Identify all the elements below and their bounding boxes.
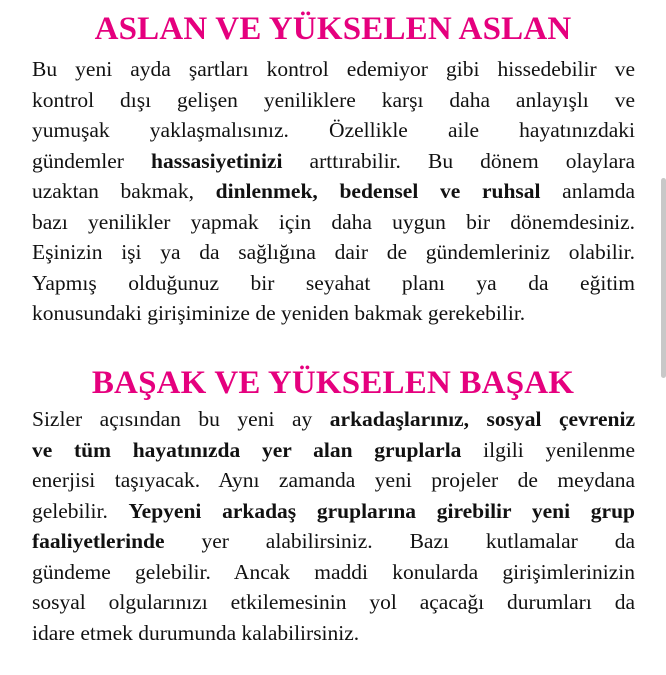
text-segment: anlamda (540, 179, 635, 203)
section-body-aslan (32, 54, 635, 329)
scrollbar-thumb[interactable] (661, 178, 666, 378)
section-title-aslan: ASLAN VE YÜKSELEN ASLAN (94, 11, 572, 47)
text-segment: konusundaki girişiminize de yeniden bakmak gerekebilir. (32, 301, 526, 325)
paragraph-line (32, 146, 635, 177)
paragraph-line (32, 237, 635, 268)
paragraph-line (32, 435, 635, 466)
text-segment: arttırabilir. Bu dönem olaylara (282, 148, 636, 173)
text-segment: sosyal olgularınızı etkilemesinin yol açacağı durumları da (32, 590, 635, 614)
paragraph-line (32, 298, 635, 329)
paragraph-line (32, 115, 635, 146)
paragraph-line (32, 404, 635, 435)
text-segment: enerjisi taşıyacak. Aynı zamanda yeni projeler de meydana (32, 468, 635, 492)
paragraph-line (32, 496, 635, 527)
text-segment: gelebilir. (32, 498, 129, 523)
paragraph-line (32, 54, 635, 85)
paragraph-line (32, 465, 635, 496)
paragraph-line (32, 587, 635, 618)
paragraph-line (32, 176, 635, 207)
text-segment: ilgili yenilenme (461, 437, 635, 462)
text-segment: bazı yenilikler yapmak için daha uygun bir dönemdesiniz. (32, 209, 635, 234)
paragraph-line (32, 207, 635, 238)
paragraph-line (32, 526, 635, 557)
paragraph-line (32, 618, 635, 649)
text-segment: gündemler (32, 148, 152, 173)
text-segment: Bu yeni ayda şartları kontrol edemiyor gibi hissedebilir ve (32, 57, 635, 81)
text-segment: Yapmış olduğunuz bir seyahat planı ya da eğitim (32, 270, 635, 295)
text-segment: uzaktan bakmak, (32, 179, 216, 203)
bold-text: faaliyetlerinde (32, 529, 165, 553)
paragraph-line (32, 85, 635, 116)
text-segment: Sizler açısından bu yeni ay (32, 407, 330, 431)
bold-text: ve tüm hayatınızda yer alan gruplarla (32, 437, 462, 462)
paragraph-line (32, 557, 635, 588)
text-segment: yer alabilirsiniz. Bazı kutlamalar da (164, 529, 635, 553)
bold-text: Yepyeni arkadaş gruplarına girebilir yeni grup (128, 498, 635, 523)
text-segment: Eşinizin işi ya da sağlığına dair de gündemleriniz olabilir. (32, 240, 635, 264)
bold-text: arkadaşlarınız, sosyal çevreniz (329, 407, 635, 431)
section-title-basak: BAŞAK VE YÜKSELEN BAŞAK (91, 365, 575, 401)
text-segment: gündeme gelebilir. Ancak maddi konularda girişimlerinizin (32, 559, 635, 584)
bold-text: dinlenmek, bedensel ve ruhsal (215, 179, 541, 203)
text-segment: kontrol dışı gelişen yeniliklere karşı daha anlayışlı ve (32, 87, 635, 112)
text-segment: yumuşak yaklaşmalısınız. Özellikle aile hayatınızdaki (32, 118, 635, 142)
section-body-basak (32, 404, 635, 648)
bold-text: hassasiyetinizi (151, 148, 283, 173)
text-segment: idare etmek durumunda kalabilirsiniz. (32, 620, 360, 645)
paragraph-line (32, 268, 635, 299)
